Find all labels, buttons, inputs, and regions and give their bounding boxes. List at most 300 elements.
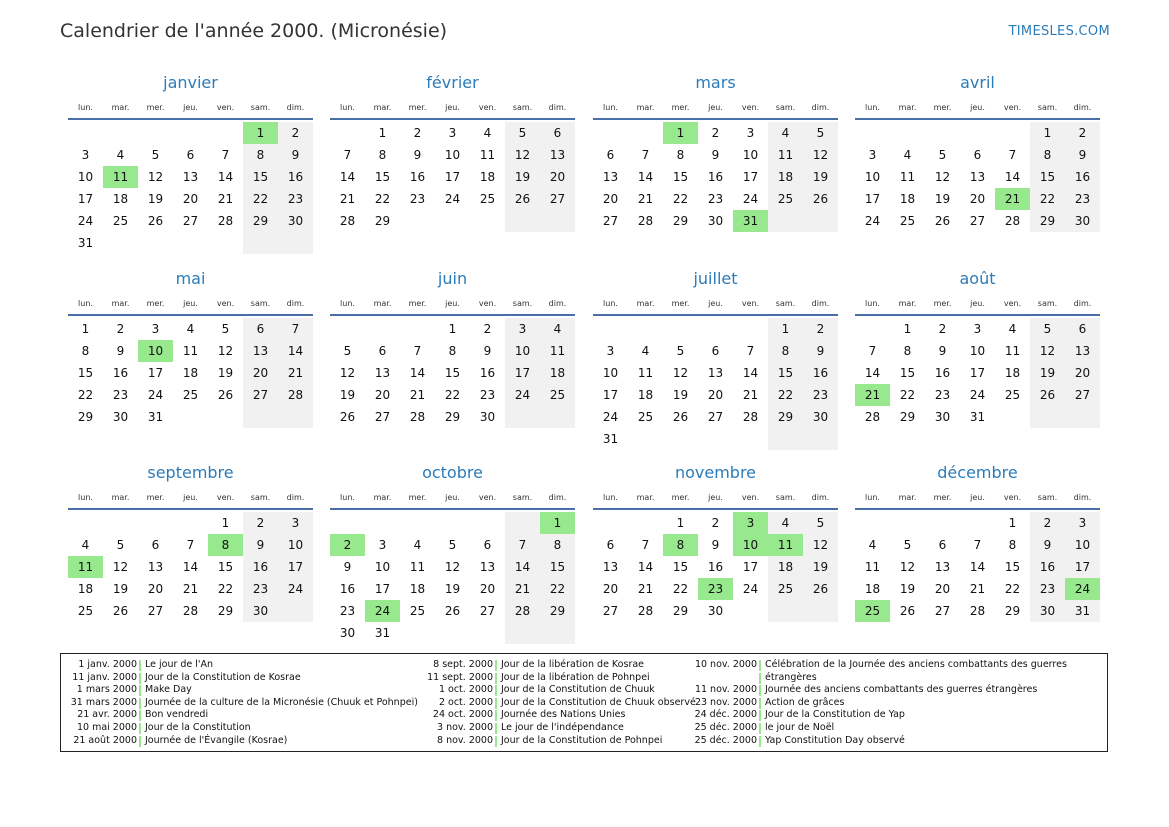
day-cell[interactable]: 3 — [606, 344, 615, 358]
day-cell[interactable]: 25 — [637, 410, 654, 424]
day-cell[interactable]: 16 — [803, 362, 838, 384]
day-cell[interactable]: 1 — [81, 322, 90, 336]
day-cell[interactable]: 26 — [803, 188, 838, 210]
day-cell[interactable]: 3 — [868, 148, 877, 162]
day-cell[interactable]: 18 — [768, 556, 803, 578]
day-cell[interactable]: 18 — [182, 366, 199, 380]
day-cell[interactable]: 4 — [768, 512, 803, 534]
day-cell[interactable]: 23 — [243, 578, 278, 600]
day-cell[interactable]: 22 — [672, 192, 689, 206]
day-cell[interactable]: 30 — [243, 600, 278, 622]
day-cell[interactable]: 28 — [742, 410, 759, 424]
day-cell[interactable]: 23 — [339, 604, 356, 618]
day-cell[interactable]: 19 — [899, 582, 916, 596]
day-cell[interactable]: 20 — [602, 192, 619, 206]
day-cell[interactable]: 22 — [672, 582, 689, 596]
day-cell[interactable]: 5 — [938, 148, 947, 162]
day-cell[interactable]: 28 — [182, 604, 199, 618]
day-cell[interactable]: 5 — [803, 512, 838, 534]
day-cell[interactable]: 4 — [903, 148, 912, 162]
day-cell[interactable]: 26 — [217, 388, 234, 402]
day-cell[interactable]: 11 — [768, 144, 803, 166]
day-cell[interactable]: 2 — [711, 516, 720, 530]
day-cell[interactable]: 10 — [278, 534, 313, 556]
day-cell[interactable]: 3 — [81, 148, 90, 162]
day-cell[interactable]: 19 — [803, 556, 838, 578]
day-cell[interactable]: 31 — [147, 410, 164, 424]
day-cell[interactable]: 13 — [147, 560, 164, 574]
day-cell[interactable]: 15 — [243, 166, 278, 188]
day-cell[interactable]: 16 — [1065, 166, 1100, 188]
day-cell[interactable]: 15 — [1004, 560, 1021, 574]
day-cell[interactable]: 12 — [899, 560, 916, 574]
day-cell[interactable]: 5 — [116, 538, 125, 552]
day-cell[interactable]: 23 — [707, 192, 724, 206]
day-cell[interactable]: 26 — [339, 410, 356, 424]
holiday-day-cell[interactable]: 10 — [138, 340, 173, 362]
day-cell[interactable]: 19 — [112, 582, 129, 596]
day-cell[interactable]: 10 — [444, 148, 461, 162]
day-cell[interactable]: 14 — [339, 170, 356, 184]
day-cell[interactable]: 25 — [1004, 388, 1021, 402]
day-cell[interactable]: 19 — [934, 192, 951, 206]
day-cell[interactable]: 16 — [479, 366, 496, 380]
day-cell[interactable]: 14 — [278, 340, 313, 362]
day-cell[interactable]: 9 — [711, 148, 720, 162]
day-cell[interactable]: 2 — [938, 322, 947, 336]
day-cell[interactable]: 13 — [374, 366, 391, 380]
day-cell[interactable]: 7 — [641, 148, 650, 162]
day-cell[interactable]: 3 — [973, 322, 982, 336]
day-cell[interactable]: 28 — [1004, 214, 1021, 228]
holiday-day-cell[interactable]: 21 — [855, 384, 890, 406]
day-cell[interactable]: 27 — [707, 410, 724, 424]
day-cell[interactable]: 7 — [221, 148, 230, 162]
day-cell[interactable]: 26 — [899, 604, 916, 618]
day-cell[interactable]: 28 — [217, 214, 234, 228]
day-cell[interactable]: 11 — [479, 148, 496, 162]
day-cell[interactable]: 22 — [1030, 188, 1065, 210]
day-cell[interactable]: 7 — [746, 344, 755, 358]
day-cell[interactable]: 20 — [707, 388, 724, 402]
day-cell[interactable]: 2 — [116, 322, 125, 336]
day-cell[interactable]: 20 — [243, 362, 278, 384]
day-cell[interactable]: 1 — [676, 516, 685, 530]
day-cell[interactable]: 19 — [444, 582, 461, 596]
day-cell[interactable]: 29 — [672, 604, 689, 618]
day-cell[interactable]: 24 — [77, 214, 94, 228]
day-cell[interactable]: 25 — [899, 214, 916, 228]
day-cell[interactable]: 14 — [637, 560, 654, 574]
day-cell[interactable]: 21 — [217, 192, 234, 206]
holiday-day-cell[interactable]: 1 — [540, 512, 575, 534]
day-cell[interactable]: 13 — [934, 560, 951, 574]
day-cell[interactable]: 26 — [444, 604, 461, 618]
day-cell[interactable]: 13 — [182, 170, 199, 184]
day-cell[interactable]: 27 — [374, 410, 391, 424]
day-cell[interactable]: 15 — [77, 366, 94, 380]
day-cell[interactable]: 5 — [505, 122, 540, 144]
day-cell[interactable]: 7 — [413, 344, 422, 358]
day-cell[interactable]: 24 — [742, 582, 759, 596]
day-cell[interactable]: 26 — [505, 188, 540, 210]
day-cell[interactable]: 31 — [374, 626, 391, 640]
day-cell[interactable]: 10 — [77, 170, 94, 184]
day-cell[interactable]: 19 — [672, 388, 689, 402]
day-cell[interactable]: 8 — [243, 144, 278, 166]
day-cell[interactable]: 17 — [864, 192, 881, 206]
day-cell[interactable]: 29 — [444, 410, 461, 424]
day-cell[interactable]: 20 — [934, 582, 951, 596]
day-cell[interactable]: 1 — [1008, 516, 1017, 530]
day-cell[interactable]: 21 — [742, 388, 759, 402]
day-cell[interactable]: 16 — [707, 560, 724, 574]
day-cell[interactable]: 8 — [378, 148, 387, 162]
day-cell[interactable]: 17 — [77, 192, 94, 206]
day-cell[interactable]: 10 — [969, 344, 986, 358]
day-cell[interactable]: 20 — [1065, 362, 1100, 384]
day-cell[interactable]: 10 — [374, 560, 391, 574]
day-cell[interactable]: 15 — [540, 556, 575, 578]
day-cell[interactable]: 29 — [1004, 604, 1021, 618]
day-cell[interactable]: 20 — [374, 388, 391, 402]
day-cell[interactable]: 17 — [147, 366, 164, 380]
day-cell[interactable]: 31 — [77, 236, 94, 250]
day-cell[interactable]: 21 — [637, 582, 654, 596]
day-cell[interactable]: 9 — [938, 344, 947, 358]
day-cell[interactable]: 9 — [278, 144, 313, 166]
day-cell[interactable]: 11 — [540, 340, 575, 362]
day-cell[interactable]: 27 — [602, 604, 619, 618]
day-cell[interactable]: 23 — [1065, 188, 1100, 210]
day-cell[interactable]: 25 — [479, 192, 496, 206]
day-cell[interactable]: 1 — [448, 322, 457, 336]
day-cell[interactable]: 6 — [938, 538, 947, 552]
day-cell[interactable]: 1 — [1030, 122, 1065, 144]
day-cell[interactable]: 12 — [803, 144, 838, 166]
day-cell[interactable]: 29 — [374, 214, 391, 228]
day-cell[interactable]: 23 — [278, 188, 313, 210]
day-cell[interactable]: 11 — [182, 344, 199, 358]
day-cell[interactable]: 13 — [707, 366, 724, 380]
day-cell[interactable]: 30 — [707, 214, 724, 228]
holiday-day-cell[interactable]: 3 — [733, 512, 768, 534]
day-cell[interactable]: 22 — [243, 188, 278, 210]
day-cell[interactable]: 6 — [1065, 318, 1100, 340]
day-cell[interactable]: 16 — [243, 556, 278, 578]
day-cell[interactable]: 31 — [602, 432, 619, 446]
holiday-day-cell[interactable]: 1 — [243, 122, 278, 144]
day-cell[interactable]: 25 — [768, 188, 803, 210]
day-cell[interactable]: 1 — [221, 516, 230, 530]
day-cell[interactable]: 9 — [711, 538, 720, 552]
day-cell[interactable]: 17 — [969, 366, 986, 380]
day-cell[interactable]: 24 — [444, 192, 461, 206]
day-cell[interactable]: 4 — [186, 322, 195, 336]
day-cell[interactable]: 19 — [505, 166, 540, 188]
day-cell[interactable]: 18 — [864, 582, 881, 596]
day-cell[interactable]: 28 — [278, 384, 313, 406]
day-cell[interactable]: 16 — [707, 170, 724, 184]
day-cell[interactable]: 6 — [606, 538, 615, 552]
day-cell[interactable]: 6 — [378, 344, 387, 358]
day-cell[interactable]: 27 — [969, 214, 986, 228]
day-cell[interactable]: 6 — [973, 148, 982, 162]
day-cell[interactable]: 18 — [409, 582, 426, 596]
day-cell[interactable]: 21 — [637, 192, 654, 206]
day-cell[interactable]: 18 — [768, 166, 803, 188]
day-cell[interactable]: 20 — [479, 582, 496, 596]
day-cell[interactable]: 8 — [1008, 538, 1017, 552]
day-cell[interactable]: 15 — [217, 560, 234, 574]
day-cell[interactable]: 24 — [864, 214, 881, 228]
day-cell[interactable]: 18 — [77, 582, 94, 596]
day-cell[interactable]: 8 — [540, 534, 575, 556]
holiday-day-cell[interactable]: 11 — [768, 534, 803, 556]
day-cell[interactable]: 30 — [339, 626, 356, 640]
day-cell[interactable]: 3 — [505, 318, 540, 340]
day-cell[interactable]: 17 — [1065, 556, 1100, 578]
day-cell[interactable]: 7 — [278, 318, 313, 340]
day-cell[interactable]: 20 — [602, 582, 619, 596]
day-cell[interactable]: 24 — [969, 388, 986, 402]
day-cell[interactable]: 4 — [413, 538, 422, 552]
day-cell[interactable]: 25 — [409, 604, 426, 618]
day-cell[interactable]: 29 — [899, 410, 916, 424]
day-cell[interactable]: 27 — [602, 214, 619, 228]
day-cell[interactable]: 20 — [540, 166, 575, 188]
day-cell[interactable]: 25 — [768, 578, 803, 600]
day-cell[interactable]: 8 — [676, 148, 685, 162]
day-cell[interactable]: 3 — [746, 126, 755, 140]
day-cell[interactable]: 17 — [444, 170, 461, 184]
day-cell[interactable]: 16 — [409, 170, 426, 184]
day-cell[interactable]: 30 — [278, 210, 313, 232]
day-cell[interactable]: 4 — [81, 538, 90, 552]
day-cell[interactable]: 7 — [1008, 148, 1017, 162]
day-cell[interactable]: 21 — [339, 192, 356, 206]
day-cell[interactable]: 20 — [182, 192, 199, 206]
day-cell[interactable]: 16 — [112, 366, 129, 380]
day-cell[interactable]: 1 — [768, 318, 803, 340]
day-cell[interactable]: 29 — [672, 214, 689, 228]
day-cell[interactable]: 8 — [903, 344, 912, 358]
day-cell[interactable]: 7 — [641, 538, 650, 552]
day-cell[interactable]: 17 — [742, 560, 759, 574]
day-cell[interactable]: 19 — [339, 388, 356, 402]
day-cell[interactable]: 27 — [243, 384, 278, 406]
day-cell[interactable]: 19 — [147, 192, 164, 206]
day-cell[interactable]: 21 — [505, 578, 540, 600]
day-cell[interactable]: 5 — [1030, 318, 1065, 340]
day-cell[interactable]: 22 — [768, 384, 803, 406]
day-cell[interactable]: 13 — [1065, 340, 1100, 362]
day-cell[interactable]: 22 — [1004, 582, 1021, 596]
day-cell[interactable]: 6 — [540, 122, 575, 144]
day-cell[interactable]: 11 — [409, 560, 426, 574]
day-cell[interactable]: 2 — [1030, 512, 1065, 534]
day-cell[interactable]: 5 — [803, 122, 838, 144]
day-cell[interactable]: 7 — [973, 538, 982, 552]
day-cell[interactable]: 18 — [479, 170, 496, 184]
day-cell[interactable]: 9 — [343, 560, 352, 574]
day-cell[interactable]: 11 — [899, 170, 916, 184]
day-cell[interactable]: 14 — [1004, 170, 1021, 184]
day-cell[interactable]: 3 — [278, 512, 313, 534]
day-cell[interactable]: 6 — [186, 148, 195, 162]
day-cell[interactable]: 4 — [540, 318, 575, 340]
holiday-day-cell[interactable]: 21 — [995, 188, 1030, 210]
day-cell[interactable]: 9 — [116, 344, 125, 358]
day-cell[interactable]: 12 — [112, 560, 129, 574]
day-cell[interactable]: 29 — [217, 604, 234, 618]
day-cell[interactable]: 15 — [1030, 166, 1065, 188]
day-cell[interactable]: 15 — [444, 366, 461, 380]
holiday-day-cell[interactable]: 11 — [68, 556, 103, 578]
day-cell[interactable]: 30 — [1030, 600, 1065, 622]
day-cell[interactable]: 4 — [483, 126, 492, 140]
day-cell[interactable]: 22 — [444, 388, 461, 402]
day-cell[interactable]: 26 — [1030, 384, 1065, 406]
day-cell[interactable]: 28 — [637, 214, 654, 228]
day-cell[interactable]: 30 — [479, 410, 496, 424]
day-cell[interactable]: 12 — [339, 366, 356, 380]
day-cell[interactable]: 28 — [409, 410, 426, 424]
day-cell[interactable]: 15 — [768, 362, 803, 384]
day-cell[interactable]: 7 — [868, 344, 877, 358]
day-cell[interactable]: 3 — [448, 126, 457, 140]
day-cell[interactable]: 27 — [934, 604, 951, 618]
day-cell[interactable]: 17 — [742, 170, 759, 184]
day-cell[interactable]: 17 — [602, 388, 619, 402]
day-cell[interactable]: 14 — [637, 170, 654, 184]
day-cell[interactable]: 5 — [448, 538, 457, 552]
day-cell[interactable]: 10 — [505, 340, 540, 362]
day-cell[interactable]: 23 — [1030, 578, 1065, 600]
day-cell[interactable]: 8 — [448, 344, 457, 358]
day-cell[interactable]: 28 — [969, 604, 986, 618]
day-cell[interactable]: 27 — [1065, 384, 1100, 406]
day-cell[interactable]: 16 — [1030, 556, 1065, 578]
day-cell[interactable]: 11 — [1004, 344, 1021, 358]
day-cell[interactable]: 18 — [1004, 366, 1021, 380]
holiday-day-cell[interactable]: 25 — [855, 600, 890, 622]
day-cell[interactable]: 13 — [243, 340, 278, 362]
day-cell[interactable]: 29 — [768, 406, 803, 428]
day-cell[interactable]: 28 — [339, 214, 356, 228]
day-cell[interactable]: 8 — [768, 340, 803, 362]
day-cell[interactable]: 15 — [672, 560, 689, 574]
day-cell[interactable]: 8 — [81, 344, 90, 358]
day-cell[interactable]: 24 — [505, 384, 540, 406]
day-cell[interactable]: 11 — [864, 560, 881, 574]
day-cell[interactable]: 12 — [672, 366, 689, 380]
day-cell[interactable]: 23 — [112, 388, 129, 402]
holiday-day-cell[interactable]: 1 — [663, 122, 698, 144]
day-cell[interactable]: 14 — [217, 170, 234, 184]
day-cell[interactable]: 31 — [969, 410, 986, 424]
day-cell[interactable]: 12 — [934, 170, 951, 184]
day-cell[interactable]: 22 — [77, 388, 94, 402]
day-cell[interactable]: 23 — [934, 388, 951, 402]
day-cell[interactable]: 6 — [483, 538, 492, 552]
day-cell[interactable]: 22 — [217, 582, 234, 596]
day-cell[interactable]: 31 — [1065, 600, 1100, 622]
holiday-day-cell[interactable]: 24 — [365, 600, 400, 622]
day-cell[interactable]: 6 — [606, 148, 615, 162]
day-cell[interactable]: 9 — [803, 340, 838, 362]
day-cell[interactable]: 18 — [899, 192, 916, 206]
holiday-day-cell[interactable]: 8 — [663, 534, 698, 556]
day-cell[interactable]: 28 — [637, 604, 654, 618]
day-cell[interactable]: 2 — [243, 512, 278, 534]
holiday-day-cell[interactable]: 8 — [208, 534, 243, 556]
holiday-day-cell[interactable]: 2 — [330, 534, 365, 556]
day-cell[interactable]: 7 — [505, 534, 540, 556]
holiday-day-cell[interactable]: 24 — [1065, 578, 1100, 600]
day-cell[interactable]: 5 — [221, 322, 230, 336]
day-cell[interactable]: 25 — [182, 388, 199, 402]
day-cell[interactable]: 30 — [1065, 210, 1100, 232]
day-cell[interactable]: 12 — [505, 144, 540, 166]
day-cell[interactable]: 10 — [742, 148, 759, 162]
day-cell[interactable]: 10 — [602, 366, 619, 380]
day-cell[interactable]: 27 — [147, 604, 164, 618]
day-cell[interactable]: 5 — [343, 344, 352, 358]
day-cell[interactable]: 30 — [707, 604, 724, 618]
day-cell[interactable]: 26 — [934, 214, 951, 228]
day-cell[interactable]: 19 — [803, 166, 838, 188]
day-cell[interactable]: 25 — [77, 604, 94, 618]
holiday-day-cell[interactable]: 10 — [733, 534, 768, 556]
day-cell[interactable]: 13 — [479, 560, 496, 574]
day-cell[interactable]: 25 — [112, 214, 129, 228]
day-cell[interactable]: 21 — [969, 582, 986, 596]
day-cell[interactable]: 19 — [1030, 362, 1065, 384]
day-cell[interactable]: 3 — [378, 538, 387, 552]
holiday-day-cell[interactable]: 23 — [698, 578, 733, 600]
day-cell[interactable]: 2 — [1065, 122, 1100, 144]
day-cell[interactable]: 9 — [1030, 534, 1065, 556]
day-cell[interactable]: 4 — [768, 122, 803, 144]
day-cell[interactable]: 29 — [243, 210, 278, 232]
day-cell[interactable]: 17 — [278, 556, 313, 578]
day-cell[interactable]: 30 — [112, 410, 129, 424]
day-cell[interactable]: 9 — [413, 148, 422, 162]
day-cell[interactable]: 19 — [217, 366, 234, 380]
site-brand-link[interactable]: TIMESLES.COM — [1008, 24, 1110, 39]
holiday-day-cell[interactable]: 11 — [103, 166, 138, 188]
day-cell[interactable]: 3 — [151, 322, 160, 336]
day-cell[interactable]: 5 — [676, 344, 685, 358]
day-cell[interactable]: 2 — [803, 318, 838, 340]
day-cell[interactable]: 12 — [803, 534, 838, 556]
day-cell[interactable]: 27 — [479, 604, 496, 618]
day-cell[interactable]: 29 — [1030, 210, 1065, 232]
day-cell[interactable]: 16 — [278, 166, 313, 188]
day-cell[interactable]: 4 — [1008, 322, 1017, 336]
day-cell[interactable]: 10 — [864, 170, 881, 184]
day-cell[interactable]: 8 — [1030, 144, 1065, 166]
day-cell[interactable]: 13 — [602, 560, 619, 574]
day-cell[interactable]: 23 — [479, 388, 496, 402]
day-cell[interactable]: 6 — [243, 318, 278, 340]
day-cell[interactable]: 14 — [409, 366, 426, 380]
day-cell[interactable]: 14 — [969, 560, 986, 574]
day-cell[interactable]: 24 — [602, 410, 619, 424]
day-cell[interactable]: 14 — [864, 366, 881, 380]
day-cell[interactable]: 6 — [151, 538, 160, 552]
